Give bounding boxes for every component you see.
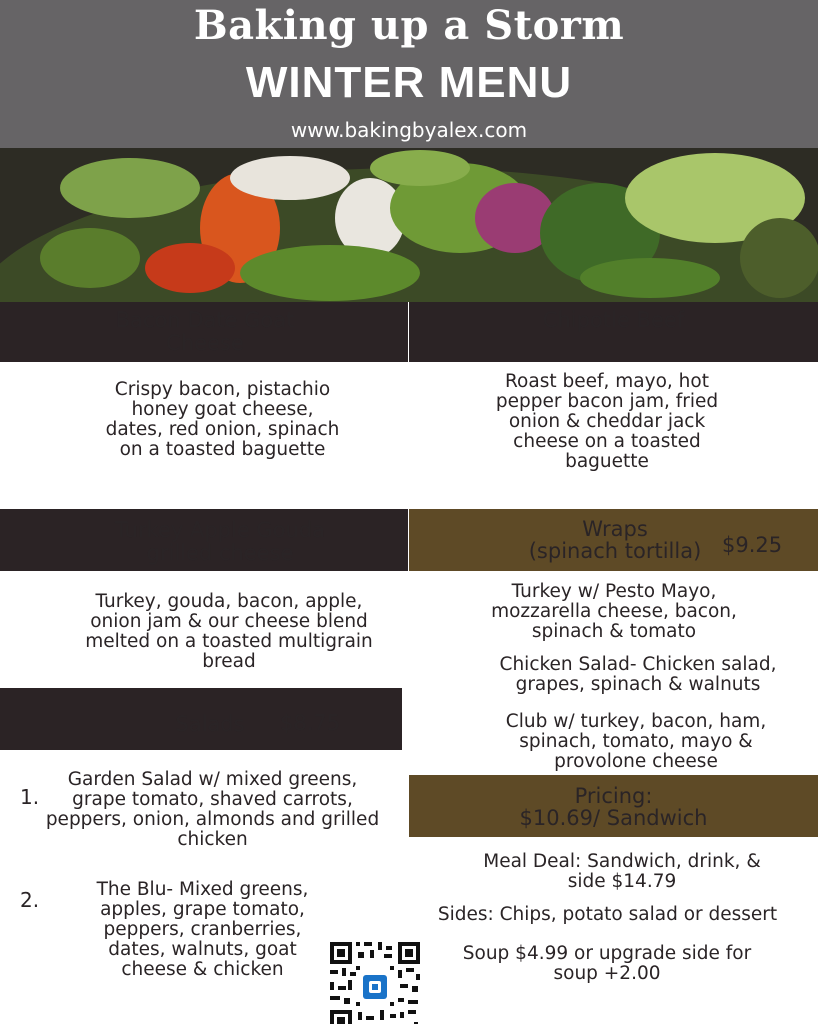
chipotle-beef-title: Chipotle Beef [542,308,685,332]
qr-code[interactable] [328,940,422,1024]
chipotle-beef-description: Roast beef, mayo, hot pepper bacon jam, fried onion & cheddar jack cheese on a toasted baguette [495,371,719,472]
brand-name: Baking up a Storm [193,2,625,49]
sides-text: Sides: Chips, potato salad or dessert [437,904,778,925]
website-link[interactable]: www.bakingbyalex.com [290,118,528,142]
wraps-subtitle: (spinach tortilla) [528,539,702,563]
menu-title: WINTER MENU [245,58,573,107]
salad-item-number: 2. [20,888,40,912]
salads-title: Salads [175,712,245,736]
salad-photo [0,148,818,302]
meal-deal-text: Meal Deal: Sandwich, drink, & side $14.79 [483,851,761,892]
pricing-title: Pricing: [574,784,653,808]
wrap-item-turkey: Turkey w/ Pesto Mayo, mozzarella cheese, bacon, spinach & tomato [491,581,737,642]
turkey-gouda-title: Turkey Apple Gouda grilled cheese [114,518,326,565]
wrap-item-chicken-salad: Chicken Salad- Chicken salad, grapes, spinach & walnuts [499,654,777,695]
wraps-price: $9.25 [722,533,783,557]
wrap-item-club: Club w/ turkey, bacon, ham, spinach, tomato, mayo & provolone cheese [505,711,767,772]
salad-item-garden: Garden Salad w/ mixed greens, grape tomato, shaved carrots, peppers, onion, almonds and grilled chicken [45,769,380,850]
soup-text: Soup $4.99 or upgrade side for soup +2.00 [462,943,752,984]
salad-item-number: 1. [20,785,40,809]
salads-price: $8.75 [280,711,341,735]
turkey-gouda-description: Turkey, gouda, bacon, apple, onion jam & our cheese blend melted on a toasted multigrain bread [85,591,373,672]
wraps-title: Wraps [582,517,648,541]
bacon-date-description: Crispy bacon, pistachio honey goat cheese, dates, red onion, spinach on a toasted baguette [105,379,340,460]
bacon-date-title: Bacon Date Goat Cheese [115,308,295,355]
salad-item-blu: The Blu- Mixed greens, apples, grape tomato, peppers, cranberries, dates, walnuts, goat cheese & chicken [96,879,309,980]
sandwich-price: $10.69/ Sandwich [519,806,708,830]
